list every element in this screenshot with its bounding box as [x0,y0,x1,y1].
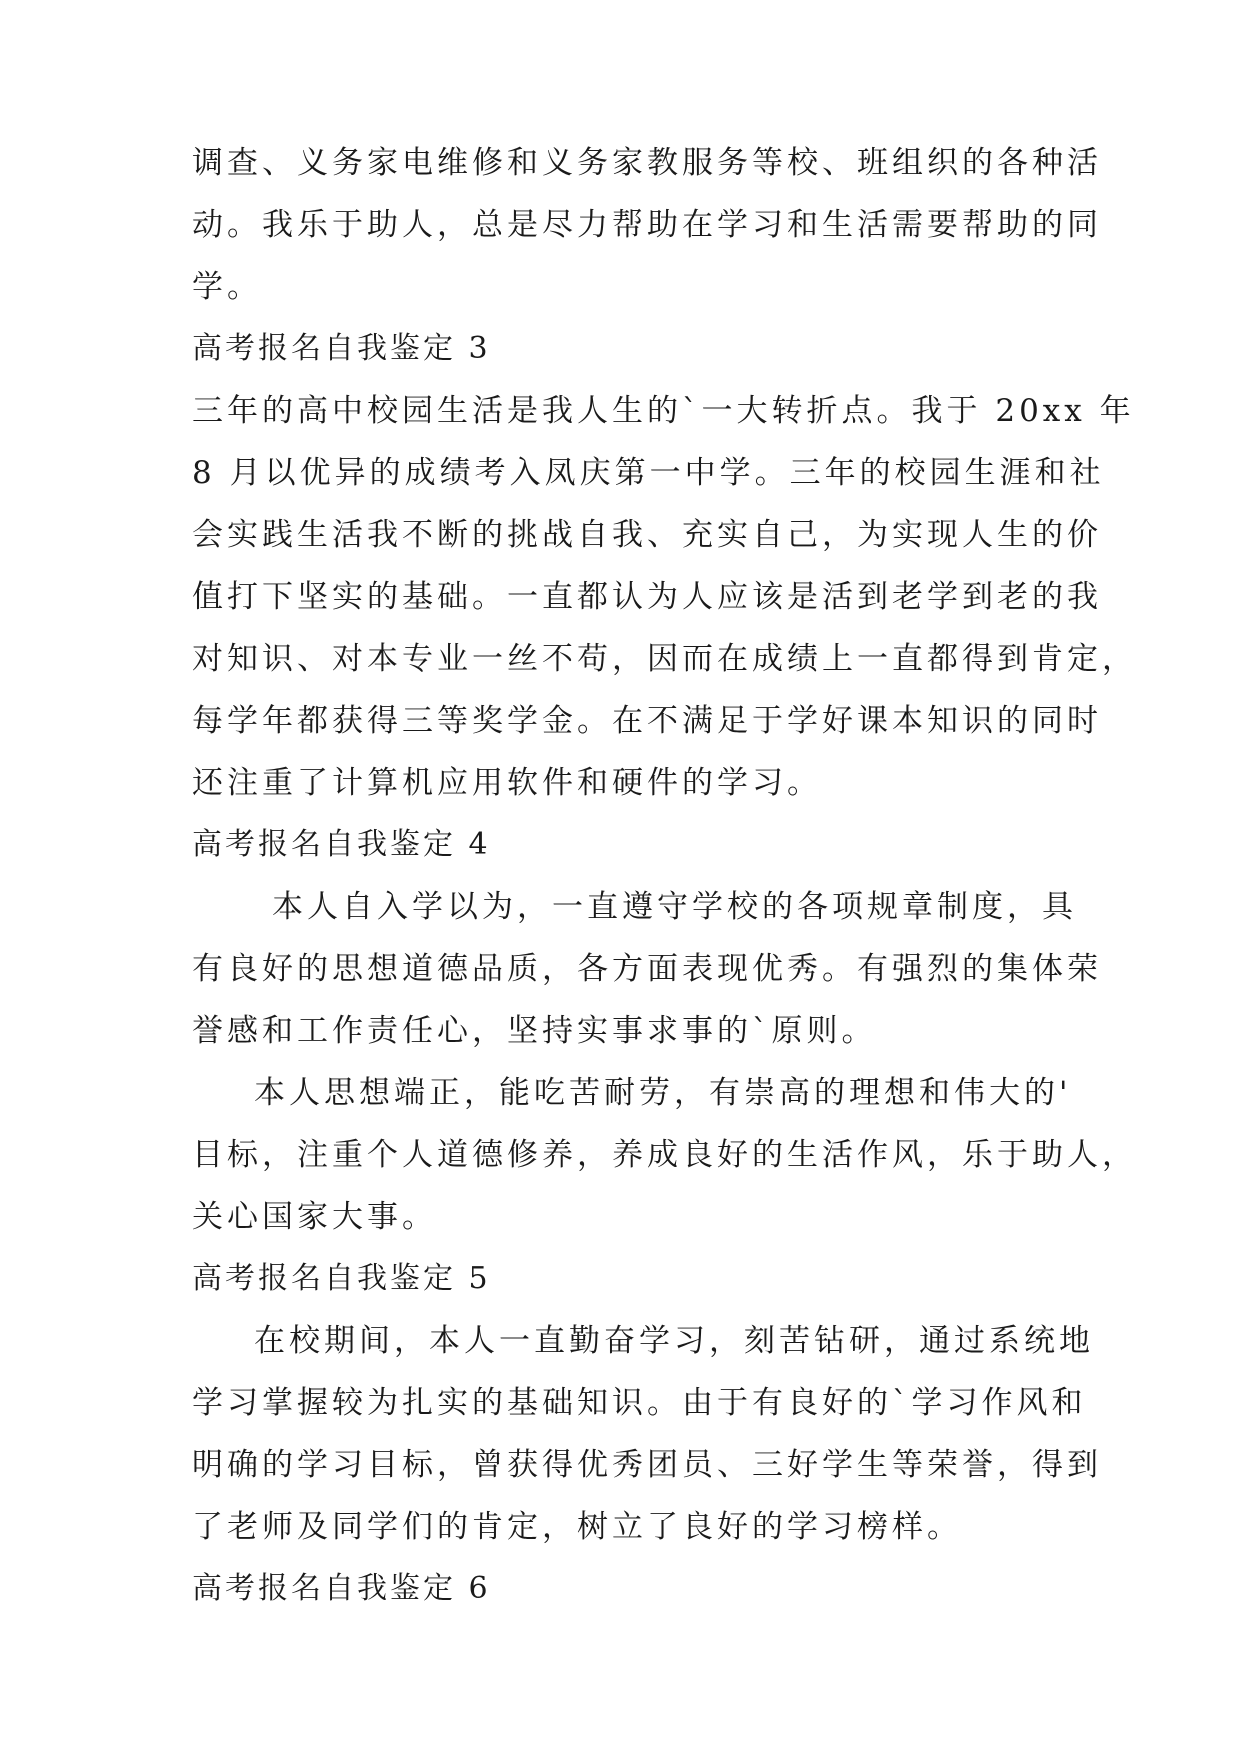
text-line: 在校期间，本人一直勤奋学习，刻苦钻研，通过系统地 [254,1323,1094,1359]
text-line: 值打下坚实的基础。一直都认为人应该是活到老学到老的我 [192,579,1102,615]
text-line: 本人思想端正，能吃苦耐劳，有崇高的理想和伟大的' [254,1075,1072,1111]
text-line: 调查、义务家电维修和义务家教服务等校、班组织的各种活 [192,145,1102,181]
text-line: 学习掌握较为扎实的基础知识。由于有良好的`学习作风和 [192,1385,1087,1421]
text-line: 关心国家大事。 [192,1199,437,1235]
text-line: 誉感和工作责任心，坚持实事求事的`原则。 [192,1013,877,1049]
section-3-paragraph [192,380,1137,814]
section-5-paragraph [192,1310,1102,1558]
section-4-paragraph-2 [192,1062,1137,1248]
text-line: 学。 [192,269,262,305]
text-line: 明确的学习目标，曾获得优秀团员、三好学生等荣誉，得到 [192,1447,1102,1483]
text-line: 了老师及同学们的肯定，树立了良好的学习榜样。 [192,1509,962,1545]
section-heading-4: 高考报名自我鉴定 4 [192,827,491,862]
section-heading-5: 高考报名自我鉴定 5 [192,1261,491,1296]
document-page [192,132,1137,1620]
text-line: 三年的高中校园生活是我人生的`一大转折点。我于 20xx 年 [192,393,1135,429]
text-line: 还注重了计算机应用软件和硬件的学习。 [192,765,822,801]
text-line: 目标，注重个人道德修养，养成良好的生活作风，乐于助人， [192,1137,1137,1173]
section-heading-3: 高考报名自我鉴定 3 [192,331,491,366]
text-line: 有良好的思想道德品质，各方面表现优秀。有强烈的集体荣 [192,951,1102,987]
intro-paragraph [192,132,1102,318]
section-heading-6: 高考报名自我鉴定 6 [192,1571,491,1606]
text-line: 会实践生活我不断的挑战自我、充实自己，为实现人生的价 [192,517,1102,553]
text-line: 每学年都获得三等奖学金。在不满足于学好课本知识的同时 [192,703,1102,739]
text-line: 对知识、对本专业一丝不苟，因而在成绩上一直都得到肯定， [192,641,1137,677]
text-line: 本人自入学以为，一直遵守学校的各项规章制度，具 [272,889,1077,925]
text-line: 动。我乐于助人，总是尽力帮助在学习和生活需要帮助的同 [192,207,1102,243]
text-line: 8 月以优异的成绩考入凤庆第一中学。三年的校园生涯和社 [192,455,1105,491]
section-4-paragraph-1 [192,876,1102,1062]
